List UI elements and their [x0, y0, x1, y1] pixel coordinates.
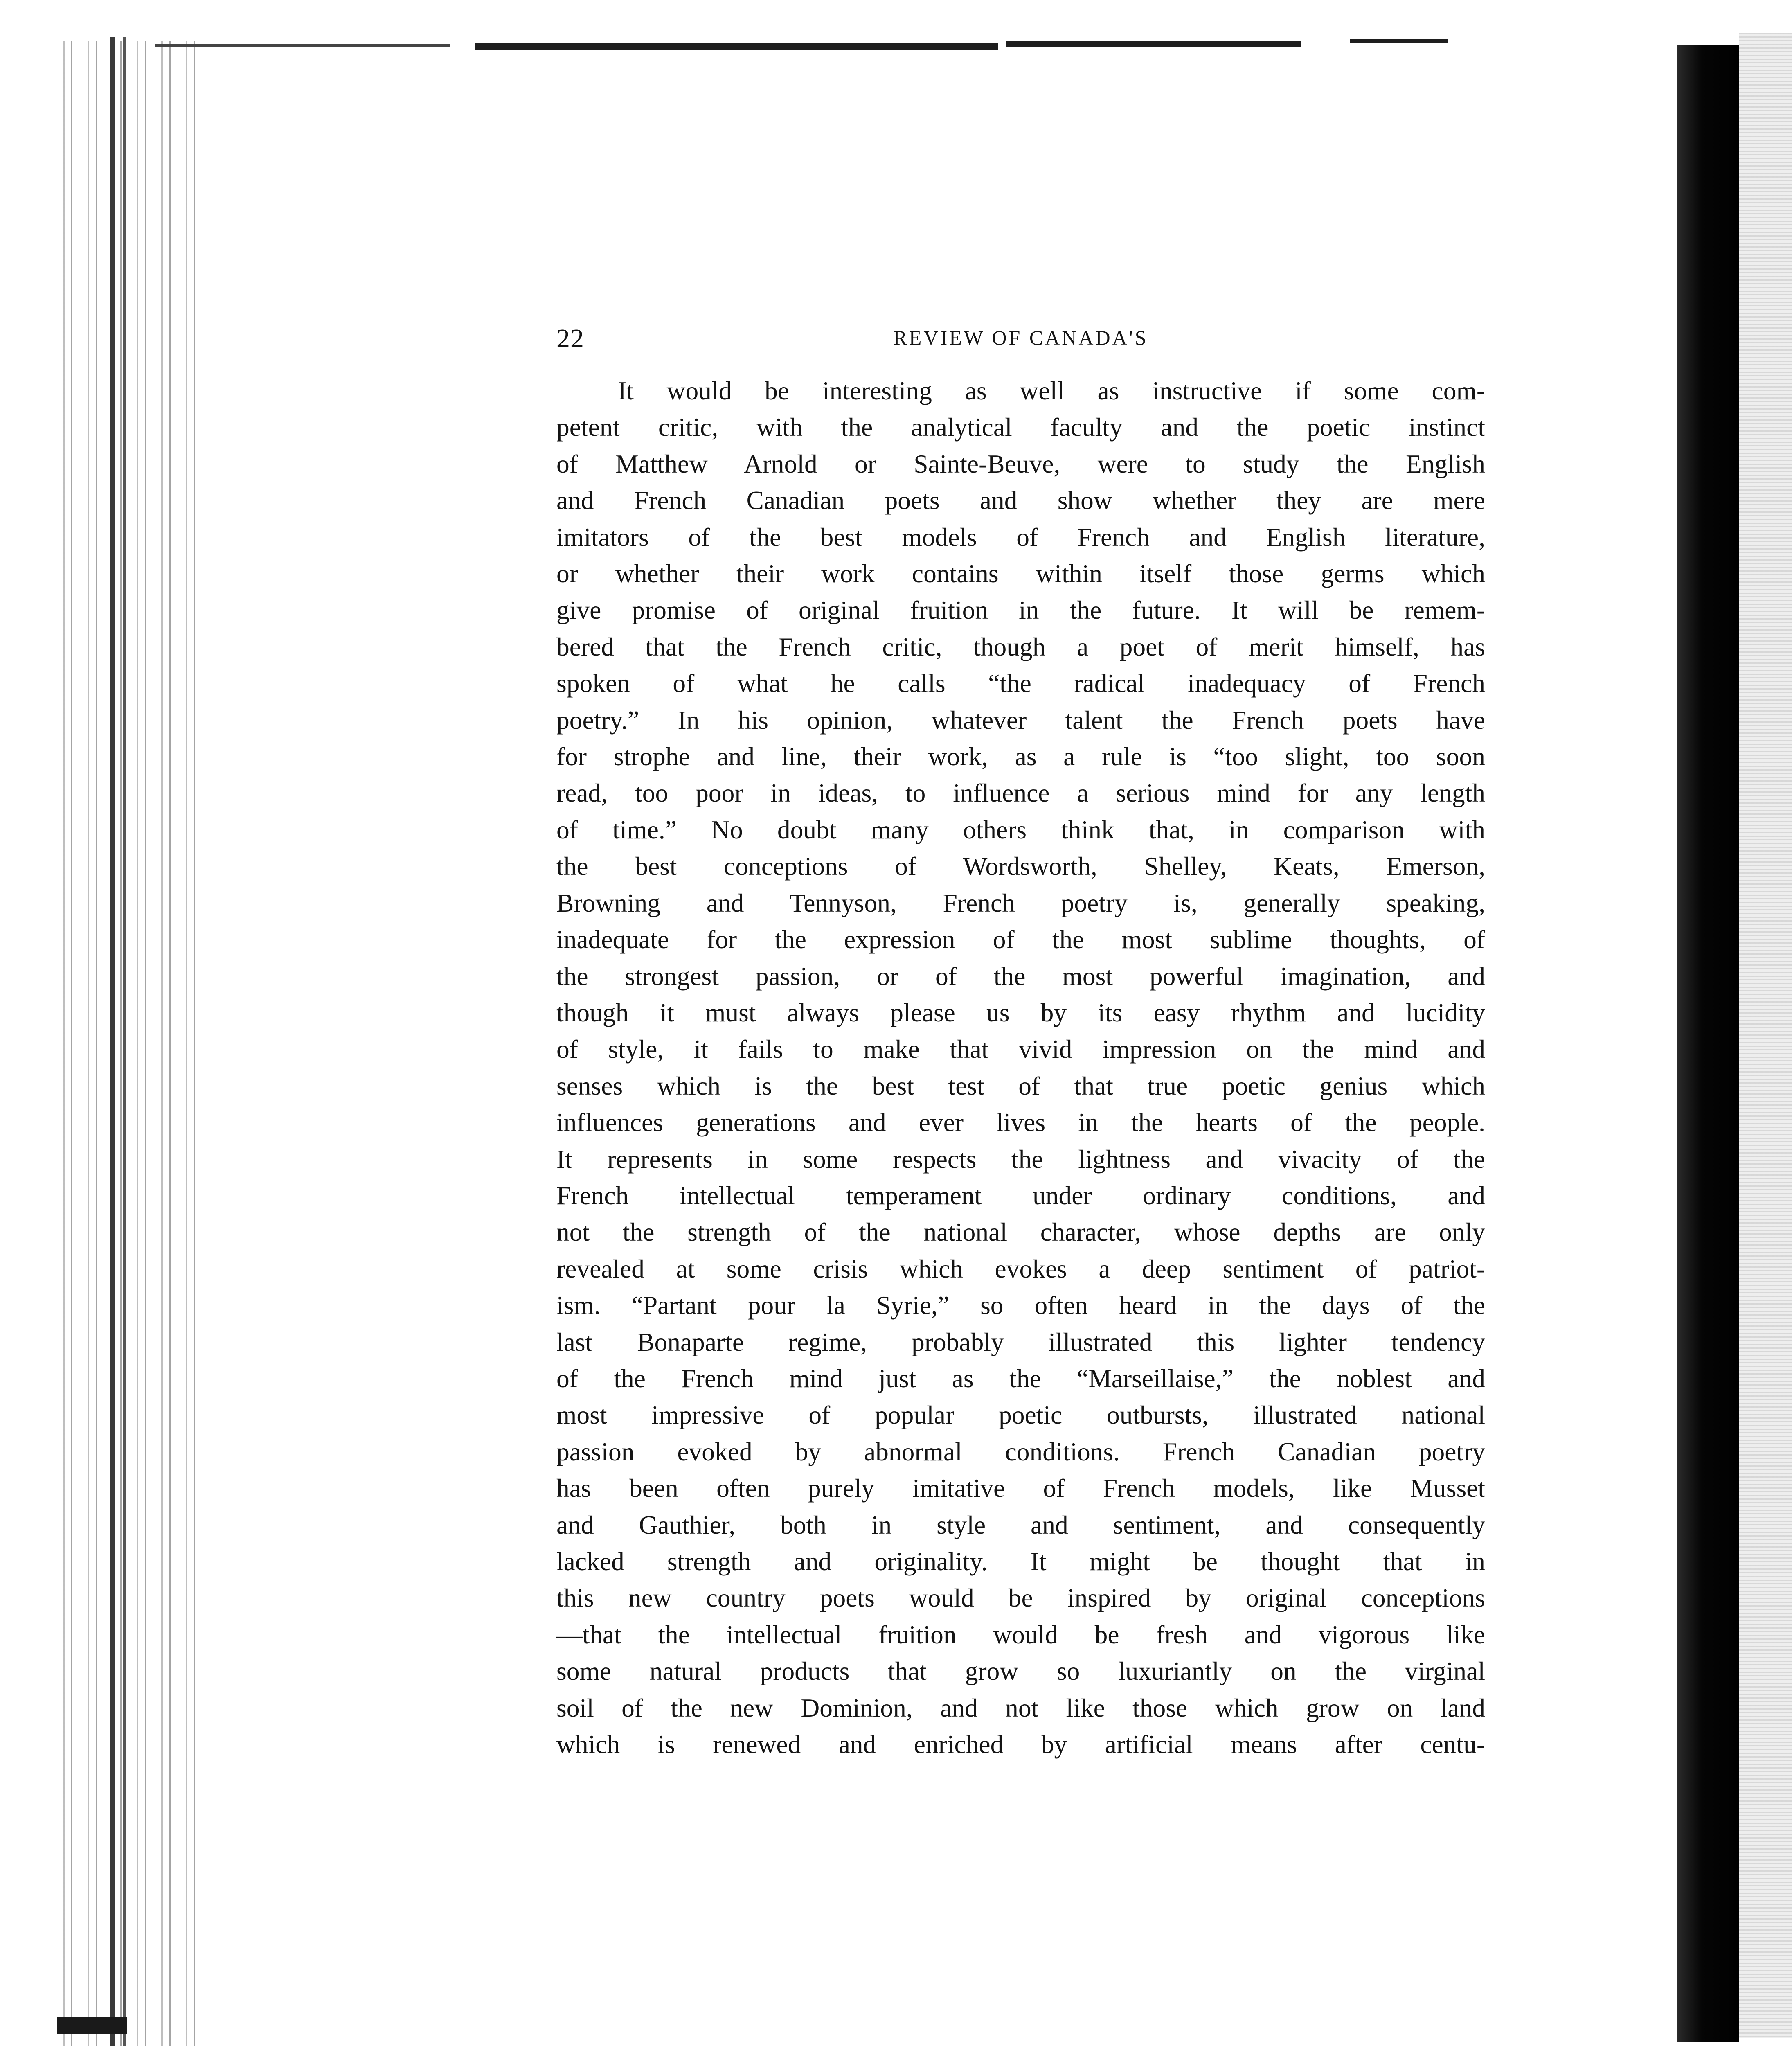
text-line: French intellectual temperament under ordinary conditions, and	[556, 1181, 1485, 1210]
scan-top-rule	[1006, 41, 1301, 47]
book-edge-left	[57, 41, 196, 2046]
text-line: has been often purely imitative of French models, like Musset	[556, 1474, 1485, 1503]
book-edge-base	[57, 2017, 127, 2034]
text-line: soil of the new Dominion, and not like those which grow on land	[556, 1693, 1485, 1722]
text-line: lacked strength and originality. It might be thought that in	[556, 1547, 1485, 1576]
text-line: of time.” No doubt many others think that, in comparison with	[556, 815, 1485, 844]
text-line: this new country poets would be inspired by original conceptions	[556, 1583, 1485, 1613]
book-binding-right	[1677, 45, 1739, 2042]
scan-top-rule	[155, 44, 450, 47]
text-line: petent critic, with the analytical faculty and the poetic instinct	[556, 412, 1485, 442]
text-line: It would be interesting as well as instructive if some com-	[618, 376, 1485, 405]
text-line: most impressive of popular poetic outbursts, illustrated national	[556, 1400, 1485, 1430]
text-line: poetry.” In his opinion, whatever talent the French poets have	[556, 705, 1485, 735]
text-line: of style, it fails to make that vivid impression on the mind and	[556, 1034, 1485, 1064]
text-line: which is renewed and enriched by artificial means after centu-	[556, 1730, 1485, 1759]
text-line: read, too poor in ideas, to influence a serious mind for any length	[556, 778, 1485, 808]
text-line: It represents in some respects the lightness and vivacity of the	[556, 1144, 1485, 1174]
text-line: spoken of what he calls “the radical inadequacy of French	[556, 669, 1485, 698]
book-edge-right	[1739, 33, 1792, 2038]
text-line: influences generations and ever lives in the hearts of the people.	[556, 1108, 1485, 1137]
running-head-title: REVIEW OF CANADA'S	[893, 326, 1148, 349]
text-line: last Bonaparte regime, probably illustrated this lighter tendency	[556, 1327, 1485, 1356]
page-number: 22	[556, 324, 584, 354]
running-head	[556, 323, 1485, 372]
text-line: for strophe and line, their work, as a rule is “too slight, too soon	[556, 742, 1485, 771]
text-line: give promise of original fruition in the future. It will be remem-	[556, 595, 1485, 625]
scan-top-rule	[1350, 39, 1448, 43]
text-line: or whether their work contains within itself those germs which	[556, 559, 1485, 588]
text-line: ism. “Partant pour la Syrie,” so often heard in the days of the	[556, 1291, 1485, 1320]
scan-top-rule	[475, 43, 998, 50]
text-line: of Matthew Arnold or Sainte-Beuve, were to study the English	[556, 449, 1485, 478]
body-paragraph	[556, 372, 1485, 1762]
text-line: inadequate for the expression of the most sublime thoughts, of	[556, 925, 1485, 954]
text-line: the best conceptions of Wordsworth, Shelley, Keats, Emerson,	[556, 852, 1485, 881]
book-edge-line	[123, 37, 126, 2046]
text-line: not the strength of the national character, whose depths are only	[556, 1217, 1485, 1247]
text-line: imitators of the best models of French and English literature,	[556, 522, 1485, 552]
text-line: revealed at some crisis which evokes a deep sentiment of patriot-	[556, 1254, 1485, 1283]
text-line: and French Canadian poets and show whether they are mere	[556, 486, 1485, 515]
text-line: senses which is the best test of that true poetic genius which	[556, 1071, 1485, 1100]
text-line: some natural products that grow so luxuriantly on the virginal	[556, 1656, 1485, 1686]
text-line: bered that the French critic, though a poet of merit himself, has	[556, 632, 1485, 661]
text-line: the strongest passion, or of the most powerful imagination, and	[556, 961, 1485, 991]
text-line: Browning and Tennyson, French poetry is, generally speaking,	[556, 888, 1485, 917]
book-edge-line	[110, 37, 115, 2046]
text-line: of the French mind just as the “Marseillaise,” the noblest and	[556, 1363, 1485, 1393]
text-line: passion evoked by abnormal conditions. French Canadian poetry	[556, 1437, 1485, 1466]
text-line: and Gauthier, both in style and sentiment, and consequently	[556, 1510, 1485, 1539]
page-content	[556, 323, 1485, 1762]
text-line: —that the intellectual fruition would be fresh and vigorous like	[556, 1620, 1485, 1649]
text-line: though it must always please us by its easy rhythm and lucidity	[556, 998, 1485, 1027]
